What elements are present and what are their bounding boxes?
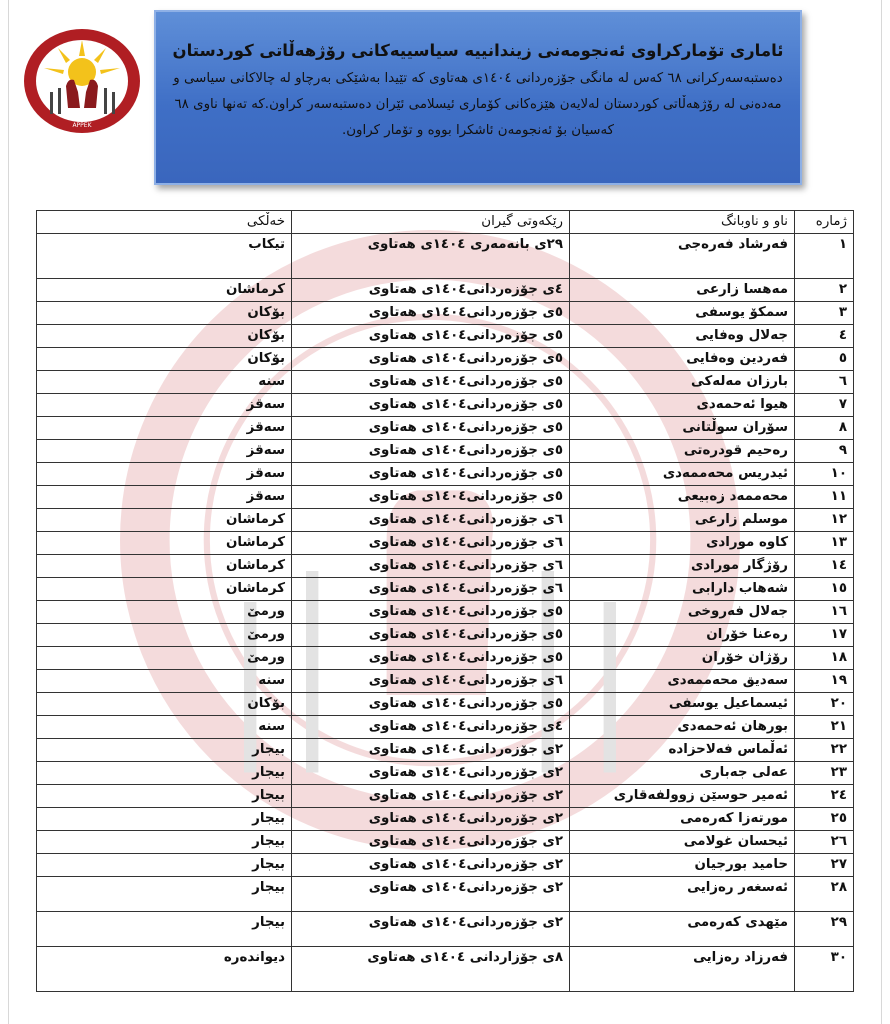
- header-description: دەستبەسەرکرانی ٦٨ کەس لە مانگی جۆزەردانی ١٤٠٤ی هەتاوی کە تێیدا بەشێکی بەرچاو لە چالاکانی سیاسی و مەدەنی لە رۆژهەڵاتی کوردستان لەلایەن هێزەکانی کۆماری ئیسلامی ئێران دەستبەسەر کراون.کە تەنها ناوی ٦٨ کەسیان بۆ ئەنجومەن ئاشکرا بووە و تۆمار کراون.: [173, 71, 783, 138]
- row-name: محەممەد زەبیعی: [570, 486, 795, 509]
- row-number: ٨: [795, 417, 854, 440]
- row-city: بیجار: [37, 785, 292, 808]
- row-name: رەحیم قودرەتی: [570, 440, 795, 463]
- table-row: [37, 509, 854, 532]
- row-name: جەلال فەروخی: [570, 601, 795, 624]
- row-name: عەلی جەباری: [570, 762, 795, 785]
- table-row: [37, 532, 854, 555]
- row-name: هیوا ئەحمەدی: [570, 394, 795, 417]
- row-date: ٥ی جۆزەردانی١٤٠٤ی هەتاوی: [292, 440, 570, 463]
- row-name: فەردین وەفایی: [570, 348, 795, 371]
- row-number: ٢: [795, 279, 854, 302]
- table-row: [37, 762, 854, 785]
- row-city: سنە: [37, 670, 292, 693]
- table-row: [37, 693, 854, 716]
- row-city: بۆکان: [37, 348, 292, 371]
- row-name: ئیسماعیل یوسفی: [570, 693, 795, 716]
- row-date: ٥ی جۆزەردانی١٤٠٤ی هەتاوی: [292, 647, 570, 670]
- row-number: ٥: [795, 348, 854, 371]
- row-number: ٣٠: [795, 947, 854, 992]
- row-name: مێهدی کەرەمی: [570, 912, 795, 947]
- row-date: ٢ی جۆزەردانی١٤٠٤ی هەتاوی: [292, 808, 570, 831]
- row-city: سنە: [37, 716, 292, 739]
- row-date: ٥ی جۆزەردانی١٤٠٤ی هەتاوی: [292, 371, 570, 394]
- row-name: فەرزاد رەزایی: [570, 947, 795, 992]
- header-city: خەڵکی: [37, 211, 292, 234]
- row-city: بیجار: [37, 762, 292, 785]
- row-city: سەقز: [37, 486, 292, 509]
- row-city: ورمێ: [37, 601, 292, 624]
- row-name: سۆران سوڵتانی: [570, 417, 795, 440]
- row-name: بورهان ئەحمەدی: [570, 716, 795, 739]
- row-name: بارزان مەلەکی: [570, 371, 795, 394]
- row-date: ٥ی جۆزەردانی١٤٠٤ی هەتاوی: [292, 693, 570, 716]
- row-name: رۆژان خۆران: [570, 647, 795, 670]
- row-number: ١٨: [795, 647, 854, 670]
- table-row: [37, 555, 854, 578]
- row-date: ٢ی جۆزەردانی١٤٠٤ی هەتاوی: [292, 785, 570, 808]
- row-number: ١٤: [795, 555, 854, 578]
- row-city: بیجار: [37, 831, 292, 854]
- row-city: کرماشان: [37, 578, 292, 601]
- row-name: سمکۆ یوسفی: [570, 302, 795, 325]
- row-name: سەدیق محەممەدی: [570, 670, 795, 693]
- row-city: بیجار: [37, 854, 292, 877]
- row-number: ١: [795, 234, 854, 279]
- table-row: [37, 325, 854, 348]
- row-number: ٢٣: [795, 762, 854, 785]
- row-city: سەقز: [37, 417, 292, 440]
- row-number: ١٢: [795, 509, 854, 532]
- row-city: تیکاب: [37, 234, 292, 279]
- table-row: [37, 912, 854, 947]
- row-number: ١١: [795, 486, 854, 509]
- table-row: [37, 831, 854, 854]
- row-number: ٧: [795, 394, 854, 417]
- row-date: ٥ی جۆزەردانی١٤٠٤ی هەتاوی: [292, 601, 570, 624]
- row-number: ١٦: [795, 601, 854, 624]
- table-row: [37, 578, 854, 601]
- row-number: ٢٥: [795, 808, 854, 831]
- header-name: ناو و ناوبانگ: [570, 211, 795, 234]
- row-city: کرماشان: [37, 509, 292, 532]
- table-row: [37, 854, 854, 877]
- table-row: [37, 279, 854, 302]
- table-row: [37, 739, 854, 762]
- row-name: مەهسا زارعی: [570, 279, 795, 302]
- row-number: ٢٤: [795, 785, 854, 808]
- row-date: ٢ی جۆزەردانی١٤٠٤ی هەتاوی: [292, 831, 570, 854]
- row-number: ٢٨: [795, 877, 854, 912]
- row-city: بۆکان: [37, 693, 292, 716]
- row-city: بیجار: [37, 739, 292, 762]
- row-number: ١٩: [795, 670, 854, 693]
- table-row: [37, 716, 854, 739]
- row-name: حامید بورجیان: [570, 854, 795, 877]
- header-date: رێکەوتی گیران: [292, 211, 570, 234]
- row-date: ٦ی جۆزەردانی١٤٠٤ی هەتاوی: [292, 578, 570, 601]
- row-number: ٢٧: [795, 854, 854, 877]
- table-row: [37, 486, 854, 509]
- row-city: ورمێ: [37, 624, 292, 647]
- row-city: بۆکان: [37, 325, 292, 348]
- row-name: رەعنا خۆران: [570, 624, 795, 647]
- row-name: ئیدریس محەممەدی: [570, 463, 795, 486]
- row-date: ٨ی جۆزاردانی ١٤٠٤ی هەتاوی: [292, 947, 570, 992]
- table-row: [37, 440, 854, 463]
- row-date: ٢٩ی بانەمەری ١٤٠٤ی هەتاوی: [292, 234, 570, 279]
- row-number: ٩: [795, 440, 854, 463]
- table-row: [37, 234, 854, 279]
- header-number: ژمارە: [795, 211, 854, 234]
- logo-abbr: APPEK: [72, 122, 92, 129]
- row-city: سەقز: [37, 440, 292, 463]
- row-number: ٤: [795, 325, 854, 348]
- page-title: ئاماری تۆمارکراوی ئەنجومەنی زیندانییە سیاسییەکانی رۆژهەڵاتی کوردستان: [172, 41, 784, 60]
- row-city: کرماشان: [37, 555, 292, 578]
- row-city: کرماشان: [37, 532, 292, 555]
- header-box: [154, 10, 802, 185]
- row-city: بیجار: [37, 808, 292, 831]
- row-name: مورتەزا کەرەمی: [570, 808, 795, 831]
- row-date: ٦ی جۆزەردانی١٤٠٤ی هەتاوی: [292, 670, 570, 693]
- table-row: [37, 463, 854, 486]
- table-row: [37, 371, 854, 394]
- row-date: ٤ی جۆزەردانی١٤٠٤ی هەتاوی: [292, 279, 570, 302]
- row-date: ٥ی جۆزەردانی١٤٠٤ی هەتاوی: [292, 624, 570, 647]
- row-date: ٥ی جۆزەردانی١٤٠٤ی هەتاوی: [292, 417, 570, 440]
- row-name: ئیحسان غولامی: [570, 831, 795, 854]
- table-header-row: [37, 211, 854, 234]
- row-name: جەلال وەفایی: [570, 325, 795, 348]
- row-name: ئەڵماس فەلاحزادە: [570, 739, 795, 762]
- row-date: ٦ی جۆزەردانی١٤٠٤ی هەتاوی: [292, 555, 570, 578]
- table-row: [37, 624, 854, 647]
- row-date: ٥ی جۆزەردانی١٤٠٤ی هەتاوی: [292, 302, 570, 325]
- row-city: بیجار: [37, 912, 292, 947]
- table-row: [37, 647, 854, 670]
- row-date: ٥ی جۆزەردانی١٤٠٤ی هەتاوی: [292, 463, 570, 486]
- table-row: [37, 394, 854, 417]
- row-number: ١٠: [795, 463, 854, 486]
- table-row: [37, 348, 854, 371]
- row-date: ٢ی جۆزەردانی١٤٠٤ی هەتاوی: [292, 877, 570, 912]
- row-number: ١٥: [795, 578, 854, 601]
- detainees-table: [36, 210, 854, 992]
- row-number: ٢٦: [795, 831, 854, 854]
- row-date: ٢ی جۆزەردانی١٤٠٤ی هەتاوی: [292, 739, 570, 762]
- row-city: کرماشان: [37, 279, 292, 302]
- table-row: [37, 601, 854, 624]
- row-name: ئەسغەر رەزایی: [570, 877, 795, 912]
- row-date: ٢ی جۆزەردانی١٤٠٤ی هەتاوی: [292, 762, 570, 785]
- row-date: ٢ی جۆزەردانی١٤٠٤ی هەتاوی: [292, 912, 570, 947]
- organization-logo-icon: [20, 26, 144, 136]
- table-row: [37, 947, 854, 992]
- table-row: [37, 808, 854, 831]
- row-name: ئەمیر حوسێن زوولفەقاری: [570, 785, 795, 808]
- table-row: [37, 877, 854, 912]
- table-row: [37, 302, 854, 325]
- row-number: ٢٩: [795, 912, 854, 947]
- table-row: [37, 417, 854, 440]
- row-city: سەقز: [37, 394, 292, 417]
- table-row: [37, 785, 854, 808]
- row-date: ٤ی جۆزەردانی١٤٠٤ی هەتاوی: [292, 716, 570, 739]
- row-number: ٢٢: [795, 739, 854, 762]
- row-city: ورمێ: [37, 647, 292, 670]
- row-name: رۆژگار مورادی: [570, 555, 795, 578]
- table-row: [37, 670, 854, 693]
- row-name: شەهاب دارابی: [570, 578, 795, 601]
- row-date: ٢ی جۆزەردانی١٤٠٤ی هەتاوی: [292, 854, 570, 877]
- row-name: فەرشاد فەرەجی: [570, 234, 795, 279]
- row-date: ٥ی جۆزەردانی١٤٠٤ی هەتاوی: [292, 486, 570, 509]
- row-city: دیواندەرە: [37, 947, 292, 992]
- row-number: ٦: [795, 371, 854, 394]
- row-city: بۆکان: [37, 302, 292, 325]
- row-date: ٥ی جۆزەردانی١٤٠٤ی هەتاوی: [292, 348, 570, 371]
- row-date: ٦ی جۆزەردانی١٤٠٤ی هەتاوی: [292, 532, 570, 555]
- row-number: ١٧: [795, 624, 854, 647]
- row-date: ٥ی جۆزەردانی١٤٠٤ی هەتاوی: [292, 325, 570, 348]
- row-date: ٥ی جۆزەردانی١٤٠٤ی هەتاوی: [292, 394, 570, 417]
- row-number: ١٣: [795, 532, 854, 555]
- row-name: کاوە مورادی: [570, 532, 795, 555]
- row-number: ٢١: [795, 716, 854, 739]
- row-city: سنە: [37, 371, 292, 394]
- row-city: سەقز: [37, 463, 292, 486]
- row-city: بیجار: [37, 877, 292, 912]
- row-name: موسلم زارعی: [570, 509, 795, 532]
- row-number: ٣: [795, 302, 854, 325]
- row-number: ٢٠: [795, 693, 854, 716]
- row-date: ٦ی جۆزەردانی١٤٠٤ی هەتاوی: [292, 509, 570, 532]
